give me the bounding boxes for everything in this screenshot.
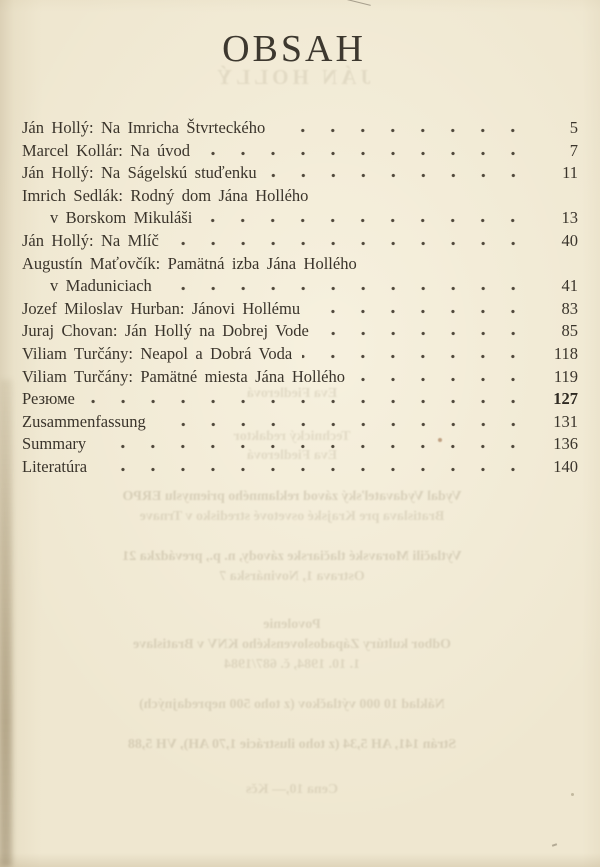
toc-page-number: 85 bbox=[561, 321, 578, 341]
bleedthrough-text: Povolenie bbox=[263, 617, 321, 632]
toc-entry-label: Summary bbox=[22, 434, 87, 454]
bleedthrough-text: Vydal Vydavateľský závod reklamného priemyslu ERPO bbox=[122, 489, 462, 504]
bleedthrough-text: 1. 10. 1984, č. 687/1984 bbox=[223, 657, 361, 672]
bleedthrough-text: Strán 141, AH 5,34 (z toho ilustrácie 1,70 AH), VH 5,88 bbox=[127, 737, 457, 752]
toc-entry-label: Juraj Chovan: Ján Hollý na Dobrej Vode bbox=[22, 321, 309, 341]
dot-leader bbox=[97, 467, 530, 472]
toc-row bbox=[22, 253, 578, 276]
toc-page-number: 118 bbox=[553, 343, 578, 363]
bleedthrough-text: Ostrava 1, Novinárska 7 bbox=[219, 569, 365, 584]
paper-speck bbox=[552, 843, 557, 847]
dot-leader bbox=[302, 354, 530, 359]
bleedthrough-text: Vytlačili Moravské tlačiarske závody, n. p., prevádzka 21 bbox=[122, 549, 462, 564]
toc-entry-label: Imrich Sedlák: Rodný dom Jána Hollého bbox=[22, 185, 309, 205]
dot-leader bbox=[85, 399, 530, 404]
toc-row bbox=[22, 388, 578, 411]
toc-row bbox=[22, 298, 578, 321]
toc-entry-label: Literatúra bbox=[22, 456, 88, 476]
page-edge-shadow bbox=[0, 380, 12, 867]
toc-page-number: 83 bbox=[561, 298, 578, 318]
dot-leader bbox=[162, 286, 530, 291]
toc-entry-label: v Maduniciach bbox=[50, 276, 152, 296]
toc-entry-label: Zusammenfassung bbox=[22, 411, 146, 431]
toc-row bbox=[22, 275, 578, 298]
toc-entry-label: Augustín Maťovčík: Pamätná izba Jána Hollého bbox=[22, 253, 357, 273]
toc-row bbox=[22, 411, 578, 434]
dot-leader bbox=[156, 422, 530, 427]
toc-row bbox=[22, 320, 578, 343]
toc-row bbox=[22, 433, 578, 456]
toc-page-number: 5 bbox=[569, 118, 578, 137]
toc-page-number: 127 bbox=[553, 389, 578, 409]
toc-entry-label: v Borskom Mikuláši bbox=[50, 208, 193, 228]
bleedthrough-text: Bratislava pre Krajské osvetové stredisko v Trnave bbox=[139, 509, 445, 524]
toc-page-number: 119 bbox=[553, 366, 578, 386]
dot-leader bbox=[319, 331, 530, 336]
dot-leader bbox=[355, 377, 530, 382]
bleedthrough-text: Náklad 10 000 výtlačkov (z toho 500 nepredajných) bbox=[139, 697, 445, 712]
dot-leader bbox=[169, 241, 530, 246]
dot-leader bbox=[267, 173, 530, 178]
toc-page-number: 41 bbox=[561, 276, 578, 296]
bleedthrough-text: Eva Fiedlerová bbox=[246, 448, 338, 463]
toc-row bbox=[22, 343, 578, 366]
toc-page-number: 13 bbox=[561, 208, 578, 228]
page-title: OBSAH bbox=[222, 28, 366, 70]
toc-entry-label: Viliam Turčány: Pamätné miesta Jána Hollého bbox=[22, 366, 345, 386]
toc-row bbox=[22, 230, 578, 253]
toc-page-number: 40 bbox=[561, 230, 578, 250]
bleedthrough-text: Odbor kultúry Západoslovenského KNV v Bratislave bbox=[132, 637, 452, 652]
toc-entry-label: Ján Hollý: Na Ságelskú stuďenku bbox=[22, 163, 257, 183]
bleedthrough-text: Cena 10,— Kčs bbox=[245, 782, 339, 797]
toc-list bbox=[22, 117, 578, 479]
toc-row bbox=[22, 117, 578, 140]
toc-entry-label: Jozef Miloslav Hurban: Jánovi Hollému bbox=[22, 298, 301, 318]
paper-speck bbox=[438, 438, 442, 442]
toc-row bbox=[22, 456, 578, 479]
toc-row bbox=[22, 162, 578, 185]
toc-page-number: 131 bbox=[553, 411, 578, 431]
toc-row bbox=[22, 140, 578, 163]
toc-page-number: 11 bbox=[562, 163, 578, 183]
toc-entry-label: Ján Hollý: Na Imricha Štvrteckého bbox=[22, 118, 266, 137]
toc-row bbox=[22, 366, 578, 389]
toc-page-number: 136 bbox=[553, 434, 578, 454]
toc-entry-label: Viliam Turčány: Neapol a Dobrá Voda bbox=[22, 343, 293, 363]
dot-leader bbox=[310, 309, 530, 314]
toc-entry-label: Ján Hollý: Na Mlíč bbox=[22, 230, 159, 250]
bleedthrough-text: Eva Fiedlerová bbox=[246, 386, 338, 401]
bleedthrough-text: Technický redaktor bbox=[233, 429, 351, 444]
dot-leader bbox=[202, 218, 530, 223]
dot-leader bbox=[367, 264, 530, 269]
paper-speck bbox=[571, 793, 574, 796]
toc-row bbox=[22, 207, 578, 230]
bleedthrough-text: JÁN HOLLÝ bbox=[213, 65, 371, 89]
toc-entry-label: Marcel Kollár: Na úvod bbox=[22, 140, 190, 160]
dot-leader bbox=[96, 444, 530, 449]
dot-leader bbox=[275, 128, 530, 133]
toc-page-number: 7 bbox=[569, 140, 578, 160]
dot-leader bbox=[318, 196, 530, 201]
toc-entry-label: Резюме bbox=[22, 389, 75, 409]
toc-page-number: 140 bbox=[553, 456, 578, 476]
dot-leader bbox=[200, 151, 530, 156]
toc-row bbox=[22, 185, 578, 208]
